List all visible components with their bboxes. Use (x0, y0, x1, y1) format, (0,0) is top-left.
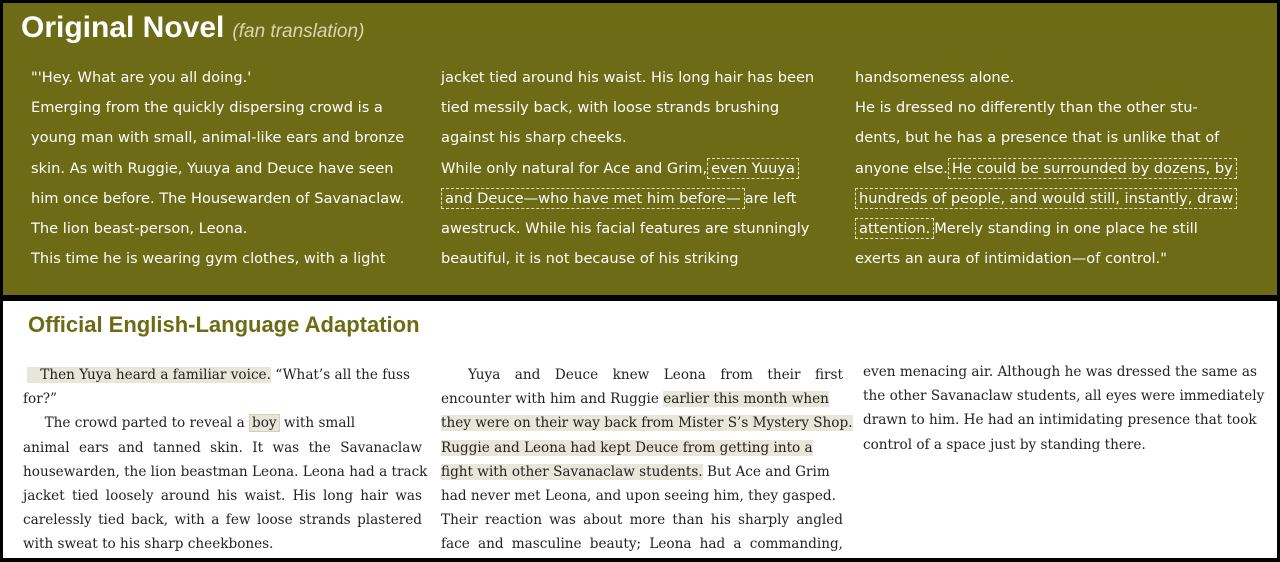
text-line: Emerging from the quickly dispersing crowd is a (31, 99, 383, 117)
text-line (855, 184, 1237, 214)
dashed-highlight: attention. (855, 218, 934, 239)
text-line: had never met Leona, and upon seeing him, they gasped. (441, 488, 836, 505)
text-line (441, 184, 814, 214)
dashed-highlight: He could be surrounded by dozens, by (948, 158, 1237, 179)
text-line (441, 154, 814, 184)
text-span: While only natural for Ace and Grim, (441, 159, 708, 177)
text-span: Merely standing in one place he still (934, 220, 1198, 238)
highlighted-text: earlier this month when (663, 391, 829, 408)
original-column-2 (441, 63, 814, 274)
highlighted-text: they were on their way back from Mister S’s Mystery Shop. (441, 415, 853, 432)
text-line: jacket tied loosely around his waist. His long hair was (23, 488, 422, 505)
text-line: Their reaction was about more than his sharply angled (441, 512, 843, 529)
text-line: with sweat to his sharp cheekbones. (23, 536, 274, 553)
text-line: drawn to him. He had an intimidating presence that took (863, 412, 1257, 429)
highlighted-text (27, 367, 271, 383)
official-column-1 (23, 363, 428, 557)
dashed-highlight: and Deuce—who have met him before— (441, 188, 745, 209)
text-span: But Ace and Grim (702, 463, 830, 480)
text-line: beautiful, it is not because of his striking (441, 250, 739, 268)
original-column-3 (855, 63, 1237, 274)
original-novel-subtitle: (fan translation) (232, 21, 365, 42)
original-column-1 (31, 63, 404, 274)
text-line: control of a space just by standing there. (863, 436, 1146, 453)
text-span: with small (279, 415, 356, 432)
dashed-highlight: even Yuuya (707, 158, 799, 179)
text-line: animal ears and tanned skin. It was the Savanaclaw (23, 439, 422, 456)
official-adaptation-panel (3, 301, 1277, 558)
text-line: exerts an aura of intimidation—of control." (855, 250, 1167, 268)
text-line: him once before. The Housewarden of Savanaclaw. (31, 189, 405, 207)
text-span: “What’s all the fuss (270, 367, 410, 383)
text-line: housewarden, the lion beastman Leona. Leona had a track (23, 463, 428, 480)
text-line: carelessly tied back, with a few loose strands plastered (23, 512, 422, 529)
text-line: The lion beast-person, Leona. (31, 220, 248, 238)
dashed-highlight: hundreds of people, and would still, instantly, draw (855, 188, 1237, 209)
text-span: are left (744, 189, 797, 207)
text-line: "'Hey. What are you all doing.' (31, 69, 252, 86)
text-line: This time he is wearing gym clothes, with a light (31, 250, 386, 268)
text-span: anyone else. (855, 159, 948, 177)
text-line (855, 214, 1237, 244)
text-line: face and masculine beauty; Leona had a commanding, (441, 536, 843, 553)
text-line: handsomeness alone. (855, 69, 1015, 86)
text-line (23, 363, 422, 387)
text-line (855, 154, 1237, 184)
text-line: tied messily back, with loose strands brushing (441, 99, 780, 117)
text-line: dents, but he has a presence that is unlike that of (855, 129, 1220, 147)
text-line: jacket tied around his waist. His long hair has been (441, 69, 815, 86)
text-line: young man with small, animal-like ears and bronze (31, 129, 405, 147)
text-line (441, 436, 843, 460)
text-line: for?” (23, 391, 57, 408)
text-line: even menacing air. Although he was dressed the same as (863, 364, 1257, 380)
original-novel-title: Original Novel (21, 11, 225, 44)
highlight-span: Then Yuya heard a familiar voice. (40, 367, 271, 383)
text-line (441, 460, 843, 484)
official-column-2 (441, 363, 853, 557)
text-line (23, 411, 422, 435)
official-column-3 (863, 360, 1263, 457)
official-adaptation-title: Official English-Language Adaptation (28, 312, 420, 337)
highlighted-text: fight with other Savanaclaw students. (441, 463, 703, 480)
text-line (441, 387, 843, 411)
highlighted-word: boy (249, 414, 280, 432)
text-line (441, 411, 853, 435)
text-line: Yuya and Deuce knew Leona from their first (468, 367, 843, 383)
text-span: The crowd parted to reveal a (44, 415, 250, 432)
text-line: skin. As with Ruggie, Yuuya and Deuce have seen (31, 159, 394, 177)
text-line: awestruck. While his facial features are stunningly (441, 220, 810, 238)
text-line: He is dressed no differently than the other stu- (855, 99, 1198, 117)
text-line: against his sharp cheeks. (441, 129, 627, 147)
original-novel-heading (21, 11, 364, 45)
highlighted-text: Ruggie and Leona had kept Deuce from getting into a (441, 439, 813, 456)
text-span: encounter with him and Ruggie (441, 391, 664, 408)
text-line: the other Savanaclaw students, all eyes were immediately (863, 388, 1265, 405)
